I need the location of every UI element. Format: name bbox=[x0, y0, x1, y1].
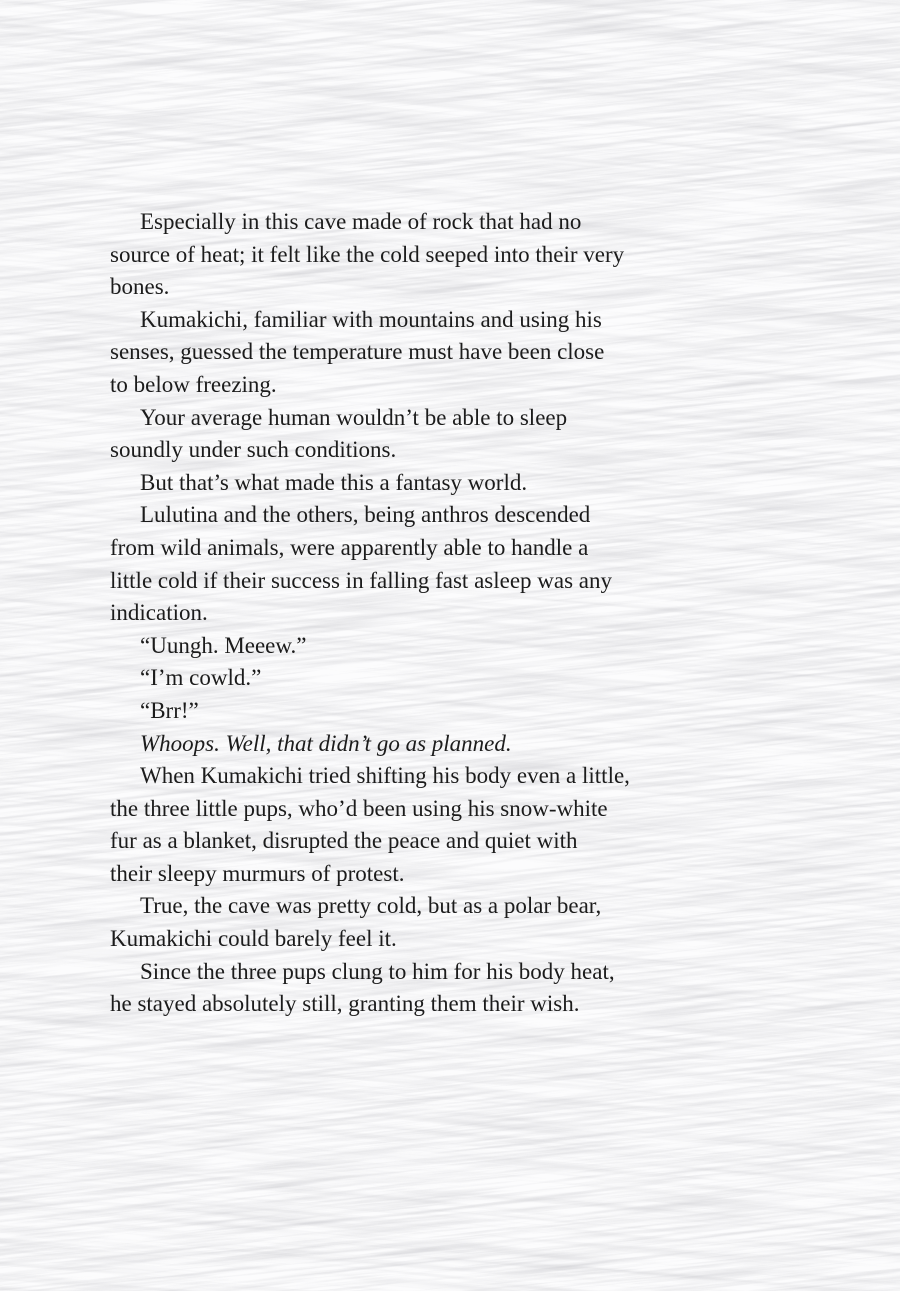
text-line: Since the three pups clung to him for his body heat, bbox=[140, 958, 615, 984]
text-line: When Kumakichi tried shifting his body even a little, bbox=[140, 763, 630, 789]
text-line: Kumakichi could barely feel it. bbox=[110, 926, 397, 952]
text-line: Your average human wouldn’t be able to sleep bbox=[140, 404, 568, 430]
paragraph-4 bbox=[110, 467, 795, 500]
paragraph-6 bbox=[110, 630, 795, 663]
page-text-block bbox=[110, 206, 795, 1021]
text-line: soundly under such conditions. bbox=[110, 437, 397, 463]
text-line: from wild animals, were apparently able to handle a bbox=[110, 534, 589, 560]
text-line: Lulutina and the others, being anthros descended bbox=[140, 502, 591, 528]
paragraph-7 bbox=[110, 662, 795, 695]
text-line: Especially in this cave made of rock that had no bbox=[140, 209, 582, 234]
paragraph-2 bbox=[110, 304, 795, 402]
text-line: little cold if their success in falling fast asleep was any bbox=[110, 567, 613, 593]
text-line: he stayed absolutely still, granting them their wish. bbox=[110, 991, 580, 1017]
paragraph-10 bbox=[110, 760, 795, 890]
text-line: their sleepy murmurs of protest. bbox=[110, 860, 405, 886]
paragraph-11 bbox=[110, 890, 795, 955]
text-line: “Uungh. Meeew.” bbox=[140, 632, 307, 658]
text-line: True, the cave was pretty cold, but as a polar bear, bbox=[140, 893, 602, 919]
text-line: fur as a blanket, disrupted the peace and quiet with bbox=[110, 828, 578, 854]
text-line: Whoops. Well, that didn’t go as planned. bbox=[140, 730, 512, 756]
paragraph-8 bbox=[110, 695, 795, 728]
text-line: senses, guessed the temperature must have been close bbox=[110, 339, 605, 365]
paragraph-3 bbox=[110, 402, 795, 467]
paragraph-1 bbox=[110, 206, 795, 304]
text-line: But that’s what made this a fantasy world. bbox=[140, 469, 528, 495]
text-line: bones. bbox=[110, 274, 170, 300]
text-line: to below freezing. bbox=[110, 371, 277, 397]
paragraph-9 bbox=[110, 728, 795, 761]
text-line: source of heat; it felt like the cold seeped into their very bbox=[110, 241, 625, 267]
text-line: indication. bbox=[110, 600, 208, 626]
text-line: the three little pups, who’d been using his snow-white bbox=[110, 795, 608, 821]
paragraph-12 bbox=[110, 956, 795, 1021]
text-line: Kumakichi, familiar with mountains and using his bbox=[140, 306, 602, 332]
text-line: “I’m cowld.” bbox=[140, 665, 262, 691]
paragraph-5 bbox=[110, 499, 795, 629]
text-line: “Brr!” bbox=[140, 697, 199, 723]
